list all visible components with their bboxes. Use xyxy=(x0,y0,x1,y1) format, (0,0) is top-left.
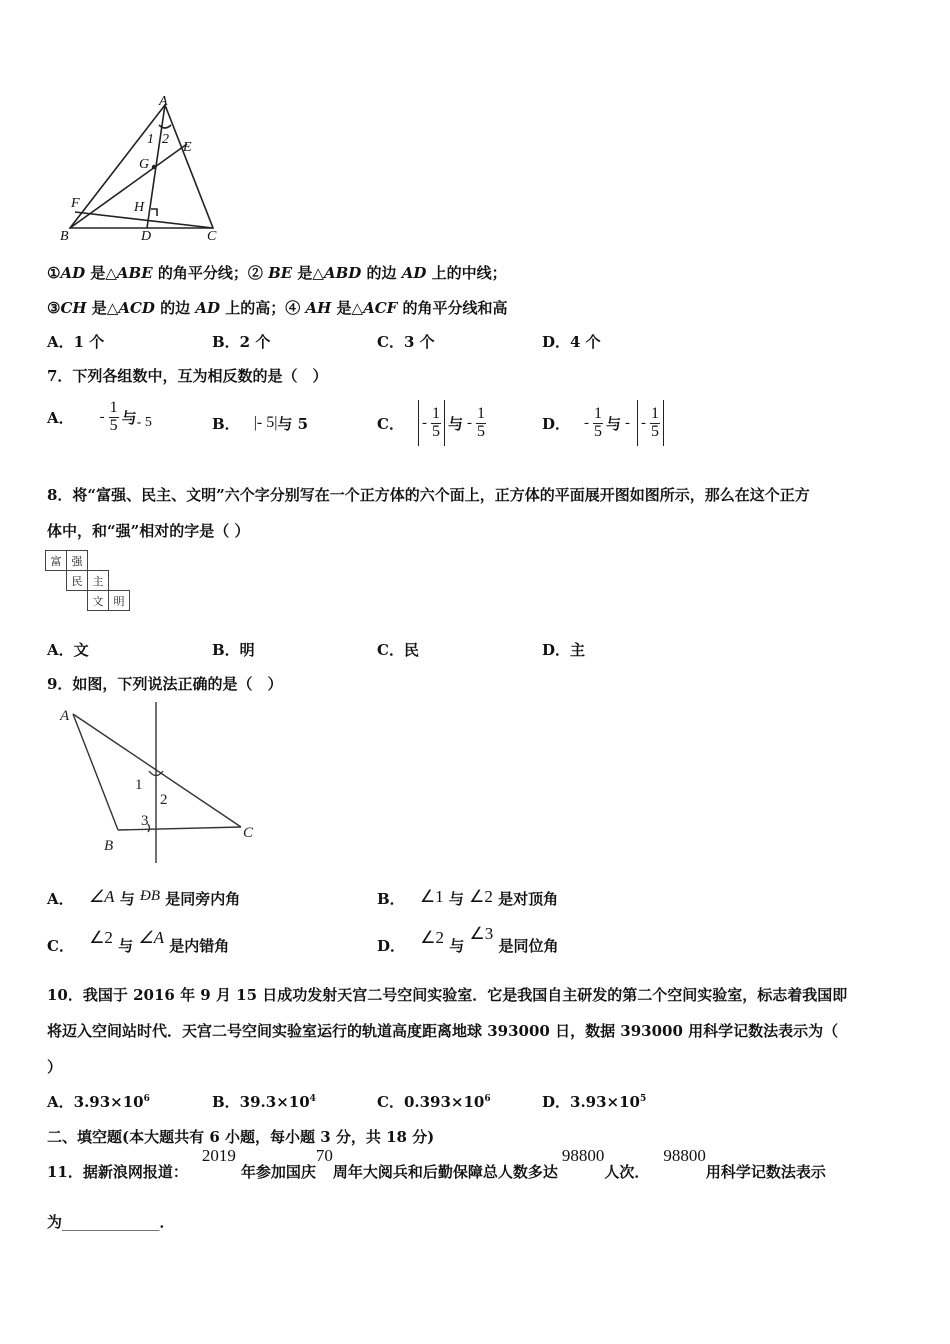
q10-option-b[interactable]: B．$39.3\times 10^4$ xyxy=(212,1093,316,1111)
q7-stem: 7．下列各组数中，互为相反数的是（ ） xyxy=(47,367,328,385)
label-angle-3: 3 xyxy=(141,813,149,829)
answer-blank[interactable]: _____________ xyxy=(62,1213,160,1231)
label-c: C xyxy=(243,825,254,841)
absolute-value: |- 5| xyxy=(253,414,278,431)
q7-option-c[interactable]: C． - $\frac{1}{5}$ 与 - $\frac{1}{5}$ xyxy=(377,400,486,446)
q7-option-b[interactable]: B． |- 5| 与 5 xyxy=(212,414,309,433)
q8-option-a[interactable]: A．文 xyxy=(47,641,89,659)
fraction: $\frac{1}{5}$ xyxy=(109,399,118,434)
q8-option-d[interactable]: D．主 xyxy=(542,641,586,659)
net-cell-qiang: 强 xyxy=(71,555,83,568)
label-angle-2: 2 xyxy=(160,792,168,808)
label-angle-2: 2 xyxy=(162,132,169,147)
q10-stem-line1: 10．我国于 2016 年 9 月 15 日成功发射天宫二号空间实验室．它是我国自主研发的第二个空间实验室，标志着我国即 xyxy=(47,986,848,1004)
label-g: G xyxy=(139,157,150,172)
net-cell-fu: 富 xyxy=(50,555,62,568)
fraction: $\frac{1}{5}$ xyxy=(651,404,660,440)
q8-option-c[interactable]: C．民 xyxy=(377,641,419,659)
fraction: $\frac{1}{5}$ xyxy=(594,404,603,440)
q6-statement-line2: ③CH 是△ACD 的边 AD 上的高；④ AH 是△ACF 的角平分线和高 xyxy=(47,299,508,317)
fraction: $\frac{1}{5}$ xyxy=(476,404,485,440)
section-heading-fill-in: 二、填空题(本大题共有 6 小题，每小题 3 分，共 18 分) xyxy=(47,1128,435,1146)
label-a: A xyxy=(159,95,168,109)
abs-bar-right xyxy=(444,400,445,446)
q9-stem: 9．如图，下列说法正确的是（ ） xyxy=(47,675,283,693)
segment-ac xyxy=(73,714,241,827)
q6-option-b[interactable]: B．2 个 xyxy=(212,333,271,351)
abs-bar-left xyxy=(418,400,419,446)
q9-option-d[interactable]: D． ∠2 与 ∠3 是同位角 xyxy=(377,924,559,955)
q10-option-a[interactable]: A．$3.93\times 10^6$ xyxy=(47,1093,150,1111)
q10-option-d[interactable]: D．$3.93\times 10^5$ xyxy=(542,1093,647,1111)
q6-option-d[interactable]: D．4 个 xyxy=(542,333,601,351)
right-angle-mark xyxy=(151,209,157,216)
q10-stem-line2: 将迈入空间站时代．天宫二号空间实验室运行的轨道高度距离地球 393000 日，数据 393000 用科学记数法表示为（ xyxy=(47,1022,839,1040)
label-h: H xyxy=(134,200,145,215)
angle-arc xyxy=(159,125,171,128)
q10-stem-line3: ） xyxy=(47,1058,63,1076)
abs-bar-left xyxy=(637,400,638,446)
abs-bar-right xyxy=(663,400,664,446)
q7-option-a[interactable]: A． - $\frac{1}{5}$ 与 - 5 xyxy=(47,399,152,434)
q6-statement-line1: ①AD 是△ABE 的角平分线；② BE 是△ABD 的边 AD 上的中线； xyxy=(47,264,507,282)
label-angle-1: 1 xyxy=(135,777,143,793)
q11-stem-line1: 11．据新浪网报道： 2019 年参加国庆 70 周年大阅兵和后勤保障总人数多达 98800 人次． 98800 用科学记数法表示 xyxy=(47,1146,826,1181)
label-b: B xyxy=(104,838,114,854)
label-c: C xyxy=(207,229,217,244)
cube-net-figure xyxy=(45,550,135,614)
net-cell-zhu: 主 xyxy=(92,575,104,588)
label-e: E xyxy=(183,140,192,155)
segment-bc xyxy=(118,827,241,830)
q8-stem-line1: 8．将“富强、民主、文明”六个字分别写在一个正方体的六个面上，正方体的平面展开图如图所示，那么在这个正方 xyxy=(47,486,810,504)
segment-be xyxy=(70,144,187,228)
fraction: $\frac{1}{5}$ xyxy=(431,404,440,440)
q8-stem-line2: 体中，和“强”相对的字是（ ） xyxy=(47,522,250,540)
net-cell-ming: 明 xyxy=(113,595,125,608)
q7-option-d[interactable]: D． - $\frac{1}{5}$ 与 - - $\frac{1}{5}$ xyxy=(542,400,667,446)
q10-option-c[interactable]: C．$0.393\times 10^6$ xyxy=(377,1093,491,1111)
q11-stem-line2: 为_____________． xyxy=(47,1213,175,1231)
point-g xyxy=(152,165,156,169)
q9-option-a[interactable]: A． ∠A 与 ÐB 是同旁内角 xyxy=(47,887,241,908)
q9-option-b[interactable]: B． ∠1 与 ∠2 是对顶角 xyxy=(377,887,559,908)
label-b: B xyxy=(60,229,69,244)
label-d: D xyxy=(141,229,152,244)
label-angle-1: 1 xyxy=(147,132,154,147)
q8-option-b[interactable]: B．明 xyxy=(212,641,255,659)
triangle-figure-q6 xyxy=(55,95,235,245)
net-cell-min: 民 xyxy=(71,575,83,588)
q6-option-c[interactable]: C．3 个 xyxy=(377,333,435,351)
triangle-figure-q9 xyxy=(55,700,265,870)
q9-option-c[interactable]: C． ∠2 与 ∠A 是内错角 xyxy=(47,928,230,955)
q6-option-a[interactable]: A．1 个 xyxy=(47,333,105,351)
segment-ab xyxy=(73,714,118,830)
net-cell-wen: 文 xyxy=(92,595,104,608)
label-f: F xyxy=(71,196,80,211)
label-a: A xyxy=(60,708,70,724)
